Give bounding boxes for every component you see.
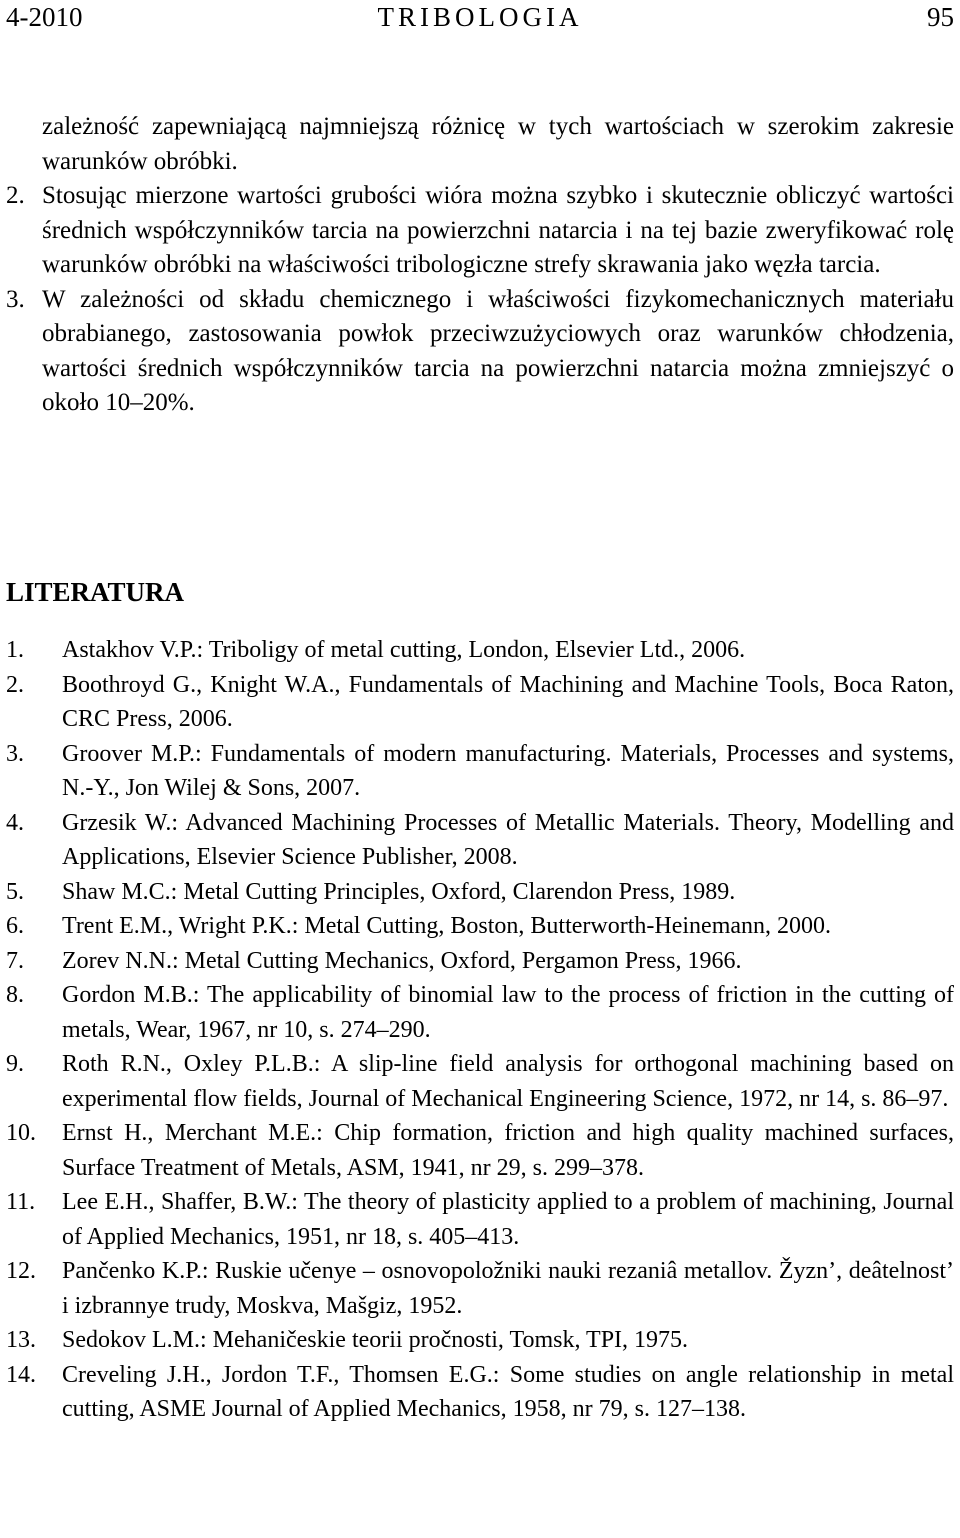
reference-number: 9. <box>6 1051 24 1077</box>
reference-number: 6. <box>6 913 24 939</box>
reference-text: Sedokov L.M.: Mehaničeskie teorii pročnosti, Tomsk, TPI, 1975. <box>62 1327 689 1353</box>
reference-item <box>6 1323 954 1358</box>
reference-text: Boothroyd G., Knight W.A., Fundamentals of Machining and Machine Tools, Boca Raton, CRC Press, 2006. <box>62 671 954 732</box>
reference-text: Trent E.M., Wright P.K.: Metal Cutting, Boston, Butterworth-Heinemann, 2000. <box>62 913 832 939</box>
reference-number: 5. <box>6 878 24 905</box>
reference-item <box>6 1254 954 1323</box>
page-number: 95 <box>927 2 954 32</box>
reference-item <box>6 1047 954 1116</box>
references-heading: LITERATURA <box>6 577 185 607</box>
reference-text: Astakhov V.P.: Triboligy of metal cutting, London, Elsevier Ltd., 2006. <box>62 637 746 663</box>
reference-text: Lee E.H., Shaffer, B.W.: The theory of plasticity applied to a problem of machining, Journal of Applied Mechanics, 1951, nr 18, s. 405–413. <box>62 1189 954 1250</box>
conclusion-text: Stosując mierzone wartości grubości wióra można szybko i skutecznie obliczyć wartości średnich współczynników tarcia na powierzchni natarcia i na tej bazie zweryfikować rolę warunków obróbki na właściwości tribologiczne strefy skrawania jako węzła tarcia. <box>42 182 954 278</box>
reference-text: Grzesik W.: Advanced Machining Processes of Metallic Materials. Theory, Modelling and Applications, Elsevier Science Publisher, 2008. <box>62 809 954 870</box>
reference-item <box>6 944 954 979</box>
reference-number: 12. <box>6 1258 36 1284</box>
reference-number: 3. <box>6 740 24 767</box>
reference-list <box>6 633 954 1427</box>
conclusion-item <box>6 283 954 421</box>
reference-number: 13. <box>6 1327 36 1353</box>
reference-item <box>6 737 954 806</box>
reference-number: 1. <box>6 637 24 663</box>
conclusions-section <box>6 110 954 421</box>
reference-number: 4. <box>6 809 24 836</box>
page-header <box>6 0 954 40</box>
reference-number: 2. <box>6 671 24 698</box>
reference-item <box>6 909 954 944</box>
reference-item <box>6 668 954 737</box>
reference-number: 8. <box>6 982 24 1008</box>
reference-item <box>6 1116 954 1185</box>
reference-text: Gordon M.B.: The applicability of binomial law to the process of friction in the cutting of metals, Wear, 1967, nr 10, s. 274–290. <box>62 982 954 1043</box>
reference-item <box>6 806 954 875</box>
reference-number: 10. <box>6 1120 36 1146</box>
conclusion-number: 2. <box>6 182 25 209</box>
conclusion-continuation: zależność zapewniającą najmniejszą różnicę w tych wartościach w szerokim zakresie warunków obróbki. <box>42 113 954 175</box>
reference-number: 11. <box>6 1189 36 1215</box>
reference-number: 7. <box>6 947 24 974</box>
issue-number: 4-2010 <box>6 2 83 32</box>
reference-item <box>6 633 954 668</box>
conclusion-item <box>6 179 954 283</box>
reference-text: Roth R.N., Oxley P.L.B.: A slip-line field analysis for orthogonal machining based on experimental flow fields, Journal of Mechanical Engineering Science, 1972, nr 14, s. 86–97. <box>62 1051 954 1112</box>
reference-item <box>6 875 954 910</box>
reference-text: Shaw M.C.: Metal Cutting Principles, Oxford, Clarendon Press, 1989. <box>62 878 736 905</box>
journal-title: TRIBOLOGIA <box>377 2 583 32</box>
reference-text: Groover M.P.: Fundamentals of modern manufacturing. Materials, Processes and systems, N.-Y., Jon Wilej & Sons, 2007. <box>62 740 954 801</box>
conclusion-number: 3. <box>6 285 25 313</box>
reference-item <box>6 978 954 1047</box>
reference-text: Zorev N.N.: Metal Cutting Mechanics, Oxford, Pergamon Press, 1966. <box>62 947 742 974</box>
reference-text: Creveling J.H., Jordon T.F., Thomsen E.G.: Some studies on angle relationship in metal cutting, ASME Journal of Applied Mechanics, 1958, nr 79, s. 127–138. <box>62 1361 954 1422</box>
reference-item <box>6 1185 954 1254</box>
reference-text: Pančenko K.P.: Ruskie učenye – osnovopoložniki nauki rezaniâ metallov. Žyzn’, deâtelnost’ i izbrannye trudy, Moskva, Mašgiz, 1952. <box>62 1258 954 1319</box>
conclusion-text: W zależności od składu chemicznego i właściwości fizykomechanicznych materiału obrabianego, zastosowania powłok przeciwzużyciowych oraz warunków chłodzenia, wartości średnich współczynników tarcia na powierzchni natarcia można zmniejszyć o około 10–20%. <box>42 285 954 416</box>
reference-text: Ernst H., Merchant M.E.: Chip formation, friction and high quality machined surfaces, Surface Treatment of Metals, ASM, 1941, nr 29, s. 299–378. <box>62 1120 954 1181</box>
reference-item <box>6 1358 954 1427</box>
reference-number: 14. <box>6 1361 36 1388</box>
